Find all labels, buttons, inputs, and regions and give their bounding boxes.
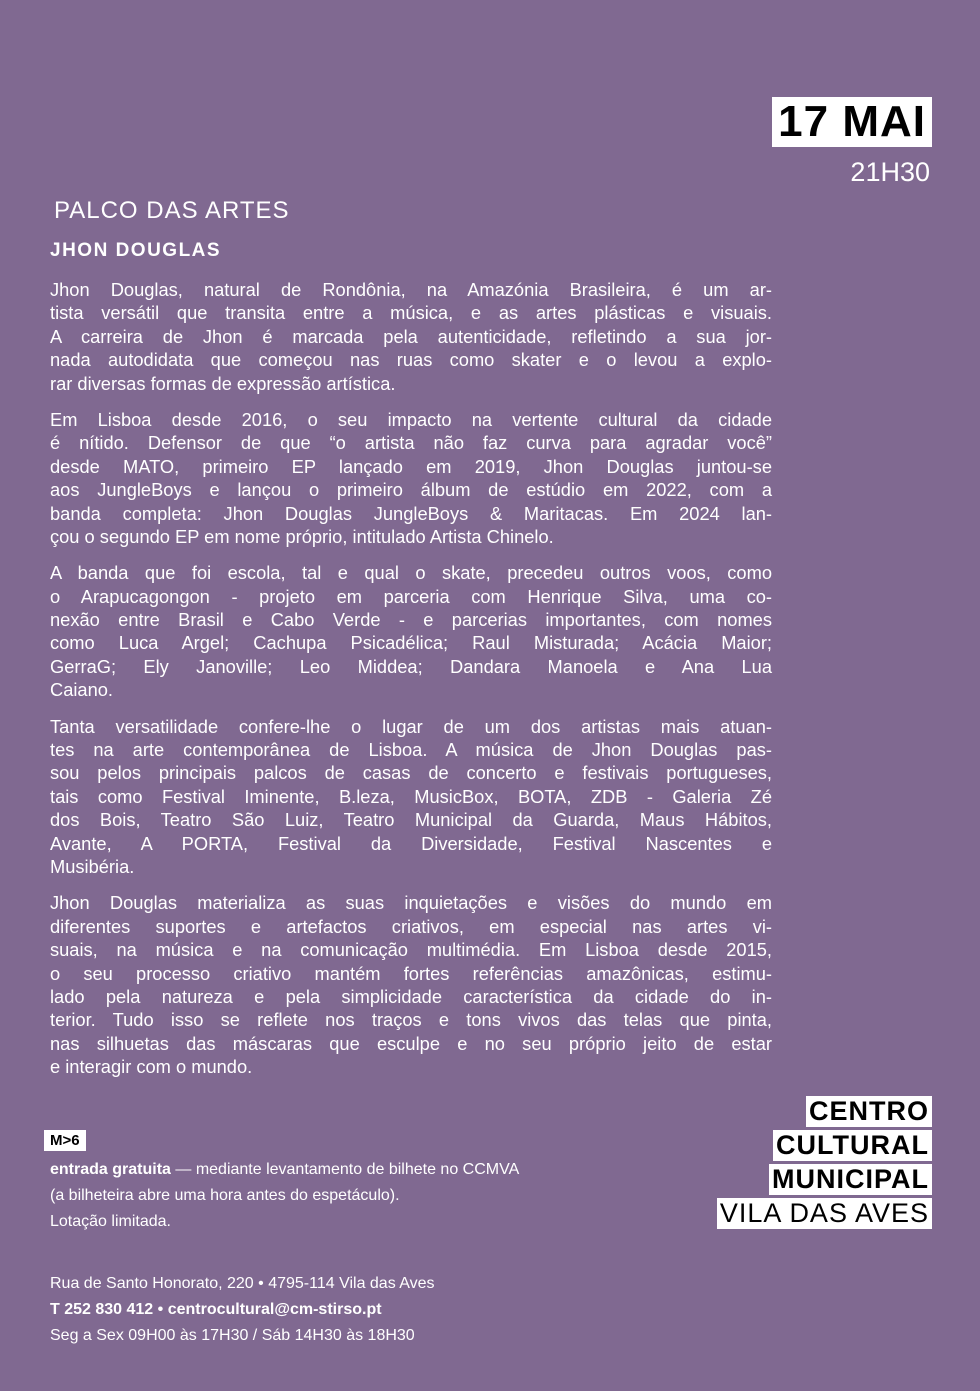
text-line: Tanta versatilidade confere-lhe o lugar de um dos artistas mais atuan- xyxy=(50,715,772,737)
text-line: desde MATO, primeiro EP lançado em 2019, Jhon Douglas juntou-se xyxy=(50,455,772,477)
text-line: terior. Tudo isso se reflete nos traços e tons vivos das telas que pinta, xyxy=(50,1009,772,1031)
event-time: 21H30 xyxy=(850,157,930,187)
logo-line: CENTRO xyxy=(806,1096,932,1127)
ccmva-logo xyxy=(717,1096,932,1232)
text-line: nexão entre Brasil e Cabo Verde - e parcerias importantes, com nomes xyxy=(50,609,772,631)
footer-contacts xyxy=(50,1271,435,1349)
box-office-note: (a bilheteira abre uma hora antes do espetáculo). xyxy=(50,1187,400,1204)
logo-line: MUNICIPAL xyxy=(769,1164,932,1195)
text-line: çou o segundo EP em nome próprio, intitulado Artista Chinelo. xyxy=(50,525,554,547)
text-line: A banda que foi escola, tal e qual o skate, precedeu outros voos, como xyxy=(50,562,772,584)
text-line: é nítido. Defensor de que “o artista não faz curva para agradar você” xyxy=(50,432,772,454)
text-line: suais, na música e na comunicação multimédia. Em Lisboa desde 2015, xyxy=(50,939,772,961)
text-line: tais como Festival Iminente, B.leza, MusicBox, BOTA, ZDB - Galeria Zé xyxy=(50,785,772,807)
entry-detail: — mediante levantamento de bilhete no CCMVA xyxy=(170,1161,520,1178)
text-line: sou pelos principais palcos de casas de concerto e festivais portugueses, xyxy=(50,762,772,784)
age-rating-badge: M>6 xyxy=(44,1130,86,1151)
contact: T 252 830 412 • centrocultural@cm-stirso.pt xyxy=(50,1301,382,1318)
text-line: A carreira de Jhon é marcada pela autenticidade, refletindo a sua jor- xyxy=(50,325,772,347)
paragraph xyxy=(50,278,772,395)
text-line: nas silhuetas das máscaras que esculpe e no seu próprio jeito de estar xyxy=(50,1032,772,1054)
paragraph xyxy=(50,891,772,1078)
text-line: o Arapucagongon - projeto em parceria com Henrique Silva, uma co- xyxy=(50,585,772,607)
text-line: Caiano. xyxy=(50,679,114,701)
ticket-info xyxy=(50,1157,519,1235)
paragraph xyxy=(50,561,772,701)
capacity-note: Lotação limitada. xyxy=(50,1213,171,1230)
event-date: 17 MAI xyxy=(772,97,932,147)
text-line: e interagir com o mundo. xyxy=(50,1056,253,1078)
text-line: Avante, A PORTA, Festival da Diversidade, Festival Nascentes e xyxy=(50,832,772,854)
text-line: banda completa: Jhon Douglas JungleBoys & Maritacas. Em 2024 lan- xyxy=(50,502,772,524)
text-line: dos Bois, Teatro São Luiz, Teatro Municipal da Guarda, Maus Hábitos, xyxy=(50,809,772,831)
text-line: nada autodidata que começou nas ruas como skater e o levou a explo- xyxy=(50,349,772,371)
paragraph xyxy=(50,715,772,879)
text-line: GerraG; Ely Janoville; Leo Middea; Dandara Manoela e Ana Lua xyxy=(50,655,772,677)
text-line: Jhon Douglas materializa as suas inquietações e visões do mundo em xyxy=(50,892,772,914)
text-line: o seu processo criativo mantém fortes referências amazônicas, estimu- xyxy=(50,962,772,984)
text-line: aos JungleBoys e lançou o primeiro álbum de estúdio em 2022, com a xyxy=(50,479,772,501)
logo-line: CULTURAL xyxy=(773,1130,932,1161)
text-line: rar diversas formas de expressão artística. xyxy=(50,372,396,394)
text-line: diferentes suportes e artefactos criativos, em especial nas artes vi- xyxy=(50,915,772,937)
text-line: Em Lisboa desde 2016, o seu impacto na vertente cultural da cidade xyxy=(50,408,772,430)
paragraph xyxy=(50,408,772,548)
artist-name: JHON DOUGLAS xyxy=(50,240,222,261)
logo-line: VILA DAS AVES xyxy=(717,1198,932,1229)
entry-free-label: entrada gratuita xyxy=(50,1161,171,1178)
opening-hours: Seg a Sex 09H00 às 17H30 / Sáb 14H30 às 18H30 xyxy=(50,1327,415,1344)
venue-title: PALCO DAS ARTES xyxy=(54,197,290,224)
text-line: como Luca Argel; Cachupa Psicadélica; Raul Misturada; Acácia Maior; xyxy=(50,632,772,654)
text-line: tista versátil que transita entre a música, e as artes plásticas e visuais. xyxy=(50,302,772,324)
text-line: tes na arte contemporânea de Lisboa. A música de Jhon Douglas pas- xyxy=(50,739,772,761)
text-line: Musibéria. xyxy=(50,855,135,877)
text-line: lado pela natureza e pela simplicidade característica da cidade do in- xyxy=(50,985,772,1007)
text-line: Jhon Douglas, natural de Rondônia, na Amazónia Brasileira, é um ar- xyxy=(50,279,772,300)
artist-biography xyxy=(50,278,772,1092)
address: Rua de Santo Honorato, 220 • 4795-114 Vila das Aves xyxy=(50,1275,435,1292)
